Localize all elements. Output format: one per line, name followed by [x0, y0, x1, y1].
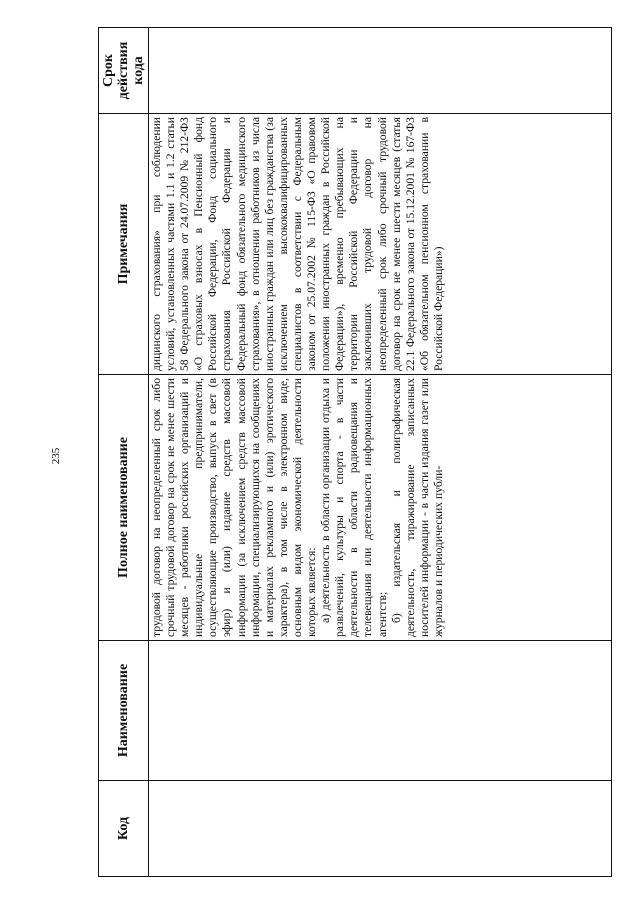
classification-table: [98, 27, 612, 877]
rotated-page-content: [98, 28, 612, 877]
table-row: [149, 28, 612, 877]
header-full-name: Полное наименование: [99, 375, 149, 641]
header-notes: Примечания: [99, 114, 149, 375]
header-code: Код: [99, 781, 149, 877]
cell-name: [149, 641, 612, 781]
full-name-paragraph: трудовой договор на неопределенный срок либо срочный трудовой договор на срок не менее шести месяцев - работники российских организаций и индивидуальные предприниматели, осуществляющие производство, выпуск в свет (в эфир) и (или) издание средств массовой информации (за исключением средств массовой информации, специализирующихся на сообщениях и материалах рекламного и (или) эротического характера), в том числе в электронном виде, основным видом экономической деятельности которых является:: [150, 378, 319, 637]
notes-paragraph: дицинского страхования» при соблюдении условий, установленных частями 1.1 и 1.2 статьи 58 Федерального закона от 24.07.2009 № 212-ФЗ «О страховых взносах в Пенсионный фонд Российской Федерации, Фонд социального страхования Российской Федерации и Федеральный фонд обязательного медицинского страхования», в отношении работников из числа иностранных граждан или лиц без гражданства (за исключением высококвалифицированных специалистов в соответствии с Федеральным законом от 25.07.2002 № 115-ФЗ «О правовом положении иностранных граждан в Российской Федерации»), временно пребывающих на территории Российской Федерации и заключивших трудовой договор на неопределенный срок либо срочный трудовой договор на срок не менее шести месяцев (статья 22.1 Федерального закона от 15.12.2001 № 167-ФЗ «Об обязательном пенсионном страховании в Российской Федерации»): [150, 117, 445, 371]
header-name: Наименование: [99, 641, 149, 781]
cell-code: [149, 781, 612, 877]
cell-notes: [149, 114, 612, 375]
cell-full-name: [149, 375, 612, 641]
full-name-paragraph: а) деятельность в области организации отдыха и развлечений, культуры и спорта - в части деятельности в области радиовещания и телевещания или деятельности информационных агентств;: [319, 378, 389, 637]
cell-validity: [149, 28, 612, 114]
full-name-paragraph: б) издательская и полиграфическая деятельность, тиражирование записанных носителей информации - в части издания газет или журналов и периодических публи-: [389, 378, 445, 637]
table-header-row: [99, 28, 149, 877]
header-validity: Срок действия кода: [99, 28, 149, 114]
page-number: 235: [50, 447, 62, 465]
